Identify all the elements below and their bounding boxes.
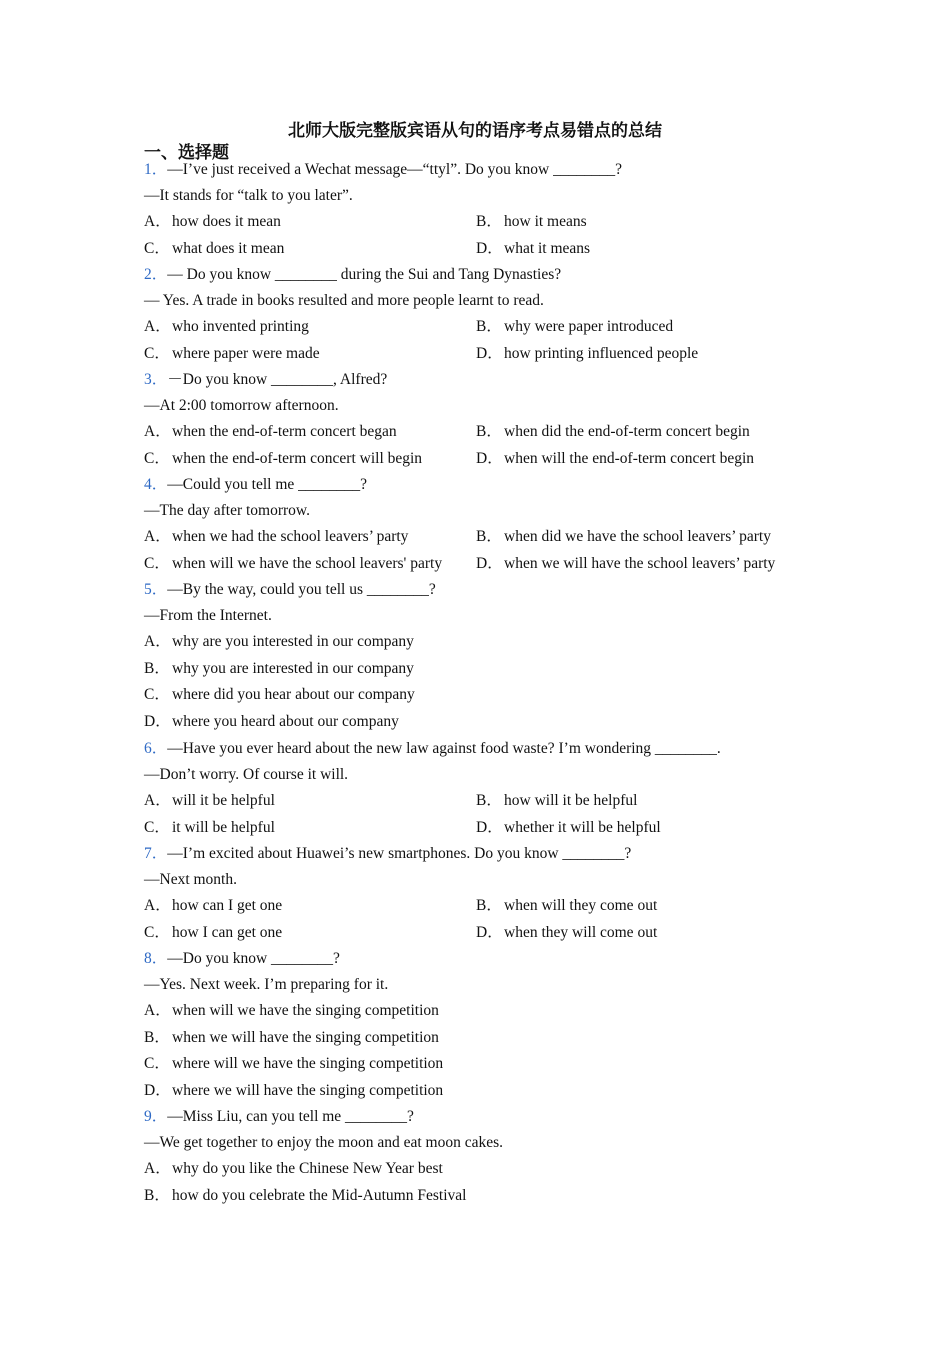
option-a[interactable]: A．when will we have the singing competition [144, 1002, 439, 1019]
option-c[interactable]: C． where paper were made [144, 345, 320, 362]
option-c[interactable]: C． it will be helpful [144, 819, 275, 836]
option-d[interactable]: D．whether it will be helpful [476, 819, 661, 836]
question-stem: 7．—I’m excited about Huawei’s new smartphones. Do you know ________? [144, 845, 632, 862]
question-reply: —At 2:00 tomorrow afternoon. [144, 397, 339, 414]
question-reply: —We get together to enjoy the moon and eat moon cakes. [144, 1134, 504, 1151]
question-reply: —Yes. Next week. I’m preparing for it. [144, 976, 389, 993]
option-a[interactable]: A．when the end-of-term concert began [144, 423, 397, 440]
question-number: 6． [144, 740, 168, 757]
question-number: 1． [144, 161, 168, 178]
question-number: 2． [144, 266, 168, 283]
section-heading: 一、选择题 [144, 143, 229, 163]
option-d[interactable]: D．where you heard about our company [144, 713, 399, 730]
option-a[interactable]: A．why do you like the Chinese New Year best [144, 1160, 443, 1177]
question-reply: — Yes. A trade in books resulted and more people learnt to read. [144, 292, 544, 309]
option-a[interactable]: A．why are you interested in our company [144, 633, 414, 650]
question-number: 9． [144, 1108, 168, 1125]
question-reply: —It stands for “talk to you later”. [144, 187, 353, 204]
document-title: 北师大版完整版宾语从句的语序考点易错点的总结 [288, 121, 662, 141]
option-d[interactable]: D．how printing influenced people [476, 345, 699, 362]
option-a[interactable]: A．how does it mean [144, 213, 281, 230]
option-a[interactable]: A．when we had the school leavers’ party [144, 528, 409, 545]
option-b[interactable]: B． when we will have the singing competition [144, 1029, 439, 1046]
option-a[interactable]: A．how can I get one [144, 897, 283, 914]
option-b[interactable]: B． when did we have the school leavers’ party [476, 528, 771, 545]
option-b[interactable]: B． how will it be helpful [476, 792, 638, 809]
option-b[interactable]: B． why you are interested in our company [144, 660, 414, 677]
option-b[interactable]: B． why were paper introduced [476, 318, 674, 335]
question-number: 8． [144, 950, 168, 967]
question-number: 7． [144, 845, 168, 862]
option-c[interactable]: C． what does it mean [144, 240, 285, 257]
option-d[interactable]: D．what it means [476, 240, 591, 257]
option-b[interactable]: B． how it means [476, 213, 587, 230]
question-stem: 4．—Could you tell me ________? [144, 476, 368, 493]
option-b[interactable]: B． when will they come out [476, 897, 658, 914]
option-b[interactable]: B． when did the end-of-term concert begin [476, 423, 750, 440]
question-stem: 2．— Do you know ________ during the Sui and Tang Dynasties? [144, 266, 562, 283]
question-9 [0, 1105, 950, 1365]
question-reply: —From the Internet. [144, 607, 272, 624]
question-number: 5． [144, 581, 168, 598]
option-d[interactable]: D．when they will come out [476, 924, 658, 941]
question-stem: 5．—By the way, could you tell us ________? [144, 581, 436, 598]
option-c[interactable]: C． when will we have the school leavers' party [144, 555, 443, 572]
option-c[interactable]: C． when the end-of-term concert will begin [144, 450, 423, 467]
option-a[interactable]: A．who invented printing [144, 318, 309, 335]
option-b[interactable]: B． how do you celebrate the Mid-Autumn Festival [144, 1187, 467, 1204]
option-d[interactable]: D．when will the end-of-term concert begin [476, 450, 755, 467]
question-stem: 1．—I’ve just received a Wechat message—“ttyl”. Do you know ________? [144, 161, 622, 178]
question-stem: 9．—Miss Liu, can you tell me ________? [144, 1108, 414, 1125]
option-a[interactable]: A．will it be helpful [144, 792, 275, 809]
question-number: 4． [144, 476, 168, 493]
option-d[interactable]: D．when we will have the school leavers’ party [476, 555, 776, 572]
question-stem: 3．－Do you know ________, Alfred? [144, 371, 388, 388]
question-stem: 6．—Have you ever heard about the new law against food waste? I’m wondering ________. [144, 740, 721, 757]
option-c[interactable]: C． where did you hear about our company [144, 686, 415, 703]
question-reply: —The day after tomorrow. [144, 502, 310, 519]
question-stem: 8．—Do you know ________? [144, 950, 340, 967]
option-c[interactable]: C． where will we have the singing competition [144, 1055, 444, 1072]
question-reply: —Don’t worry. Of course it will. [144, 766, 349, 783]
option-d[interactable]: D．where we will have the singing competition [144, 1082, 444, 1099]
option-c[interactable]: C． how I can get one [144, 924, 283, 941]
question-number: 3． [144, 371, 168, 388]
question-reply: —Next month. [144, 871, 237, 888]
